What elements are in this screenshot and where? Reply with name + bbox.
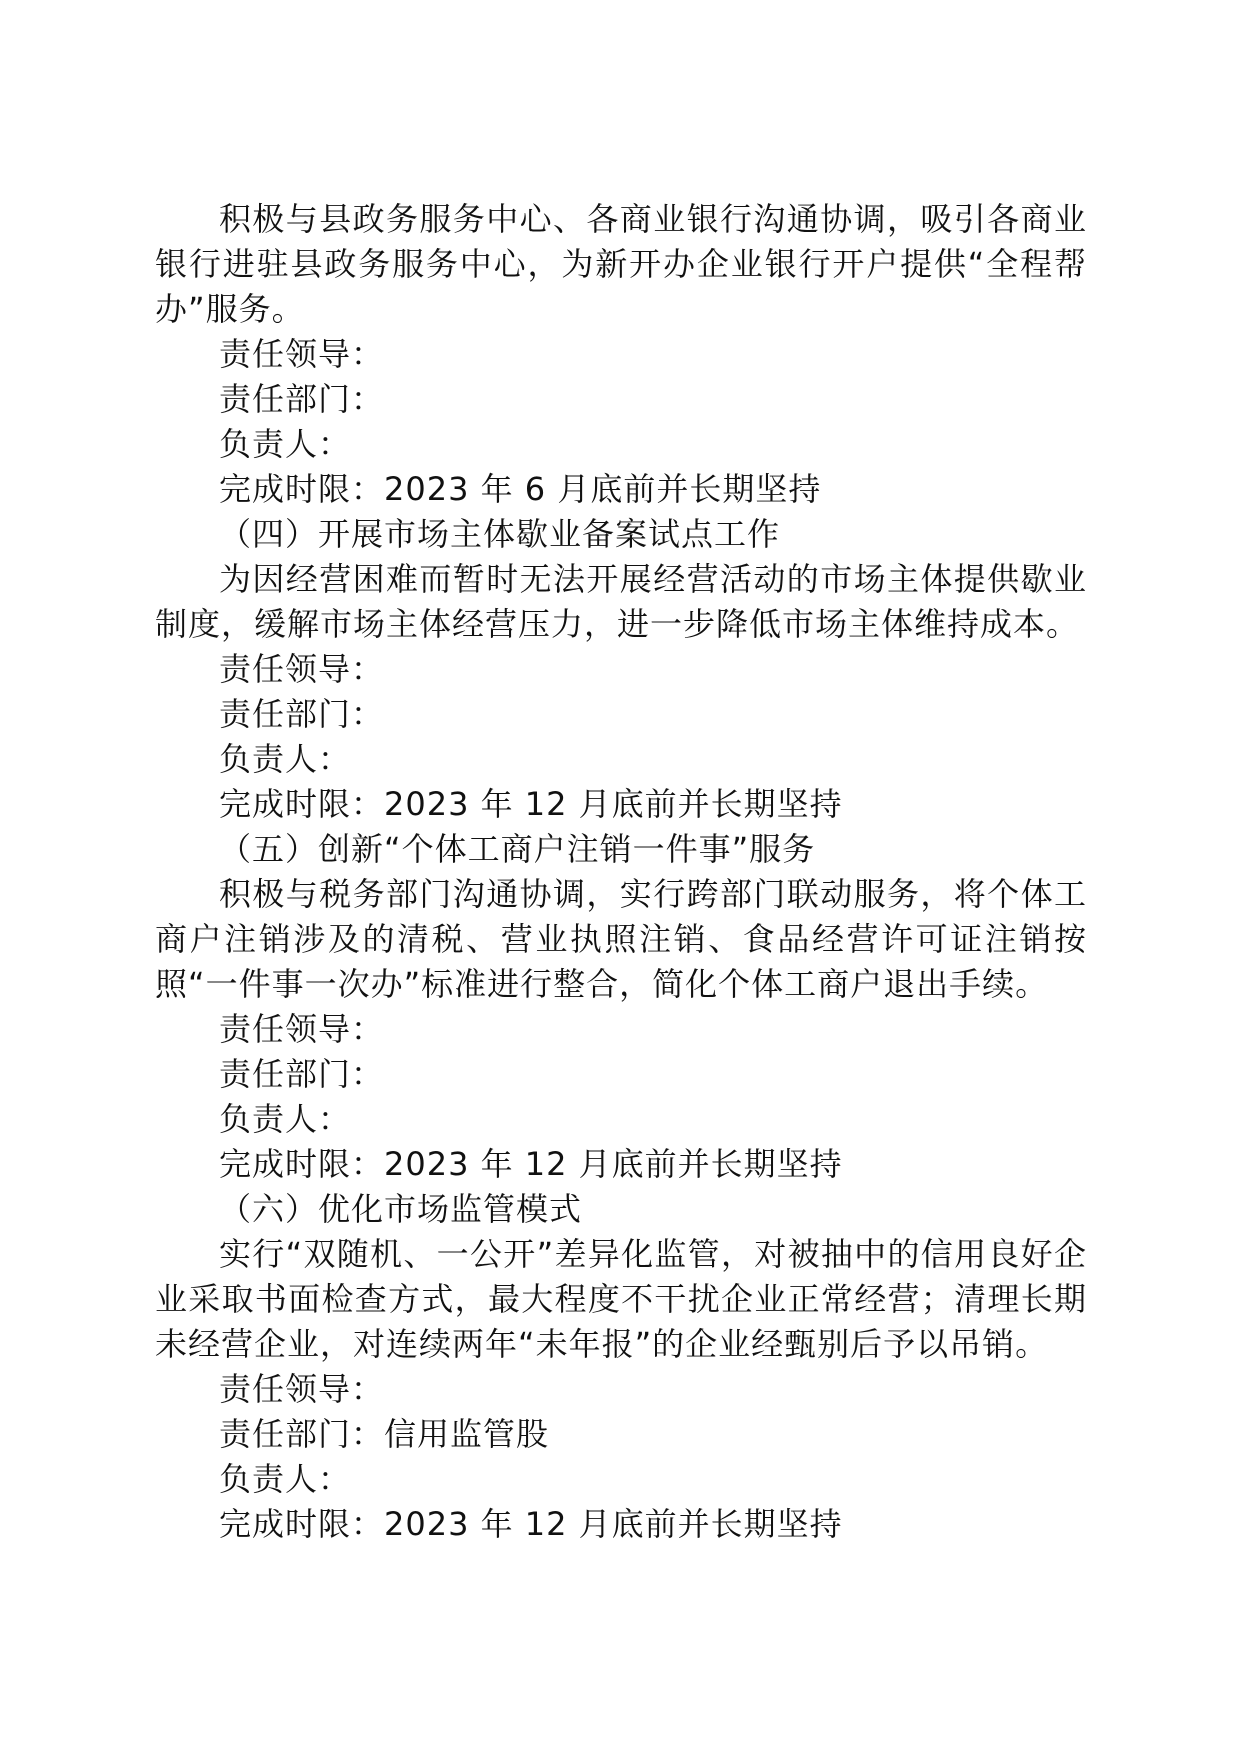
section-6-dept: 责任部门：信用监管股 — [219, 1415, 550, 1453]
section-6-person: 负责人： — [219, 1460, 352, 1498]
section-6-body: 实行“双随机、一公开”差异化监管，对被抽中的信用良好企业采取书面检查方式，最大程度不干扰企业正常经营；清理长期未经营企业，对连续两年“未年报”的企业经甄别后予以吊销。 — [155, 1235, 1087, 1363]
section-4-dept: 责任部门： — [219, 695, 385, 733]
section-5-dept: 责任部门： — [219, 1055, 385, 1093]
section-4-body: 为因经营困难而暂时无法开展经营活动的市场主体提供歇业制度，缓解市场主体经营压力，进一步降低市场主体维持成本。 — [155, 560, 1087, 643]
section-5-title: （五）创新“个体工商户注销一件事”服务 — [219, 830, 816, 868]
section-6-deadline: 完成时限：2023 年 12 月底前并长期坚持 — [219, 1505, 843, 1543]
section-5-body: 积极与税务部门沟通协调，实行跨部门联动服务，将个体工商户注销涉及的清税、营业执照注销、食品经营许可证注销按照“一件事一次办”标准进行整合，简化个体工商户退出手续。 — [155, 875, 1087, 1003]
section-3-body: 积极与县政务服务中心、各商业银行沟通协调，吸引各商业银行进驻县政务服务中心，为新开办企业银行开户提供“全程帮办”服务。 — [155, 200, 1087, 328]
section-4-deadline: 完成时限：2023 年 12 月底前并长期坚持 — [219, 785, 843, 823]
section-4-title: （四）开展市场主体歇业备案试点工作 — [219, 515, 781, 553]
section-4-leader: 责任领导： — [219, 650, 385, 688]
section-6-title: （六）优化市场监管模式 — [219, 1190, 583, 1228]
section-3-leader: 责任领导： — [219, 335, 385, 373]
section-5-leader: 责任领导： — [219, 1010, 385, 1048]
section-4-person: 负责人： — [219, 740, 352, 778]
document-body — [155, 197, 1087, 1547]
section-3-dept: 责任部门： — [219, 380, 385, 418]
section-3-person: 负责人： — [219, 425, 352, 463]
section-5-person: 负责人： — [219, 1100, 352, 1138]
section-3-deadline: 完成时限：2023 年 6 月底前并长期坚持 — [219, 470, 822, 508]
section-6-leader: 责任领导： — [219, 1370, 385, 1408]
section-5-deadline: 完成时限：2023 年 12 月底前并长期坚持 — [219, 1145, 843, 1183]
